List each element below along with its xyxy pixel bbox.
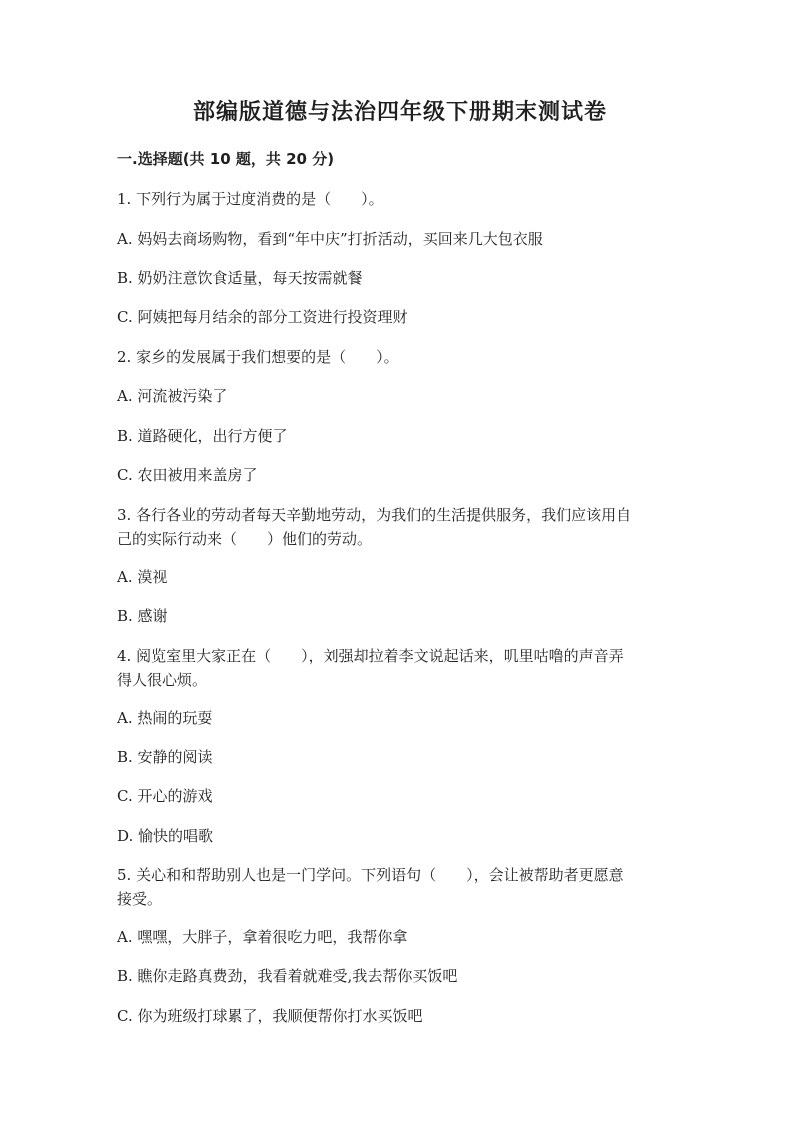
question-1-stem: 1. 下列行为属于过度消费的是（ ）。 [117,190,384,208]
question-1-option-a: A. 妈妈去商场购物，看到“年中庆”打折活动，买回来几大包衣服 [117,230,543,248]
question-4-option-c: C. 开心的游戏 [117,787,213,805]
question-3-option-a: A. 漠视 [117,568,168,586]
question-4-stem-line-1: 4. 阅览室里大家正在（ ），刘强却拉着李文说起话来，叽里咕噜的声音弄 [117,647,624,665]
page-title: 部编版道德与法治四年级下册期末测试卷 [192,100,607,125]
question-2-option-a: A. 河流被污染了 [117,387,228,405]
question-4-stem-line-2: 得人很心烦。 [117,671,208,689]
question-5-option-b: B. 瞧你走路真费劲，我看着就难受,我去帮你买饭吧 [117,967,458,985]
question-1-option-c: C. 阿姨把每月结余的部分工资进行投资理财 [117,308,408,326]
question-5-option-a: A. 嘿嘿，大胖子，拿着很吃力吧，我帮你拿 [117,928,408,946]
question-3-option-b: B. 感谢 [117,607,168,625]
question-2-option-b: B. 道路硬化，出行方便了 [117,427,288,445]
question-4-option-b: B. 安静的阅读 [117,748,213,766]
question-5-option-c: C. 你为班级打球累了，我顺便帮你打水买饭吧 [117,1007,423,1025]
question-1-option-b: B. 奶奶注意饮食适量，每天按需就餐 [117,269,363,287]
question-4-option-d: D. 愉快的唱歌 [117,827,214,845]
question-4-option-a: A. 热闹的玩耍 [117,709,213,727]
section-heading: 一.选择题(共 10 题，共 20 分) [117,150,335,168]
question-5-stem-line-2: 接受。 [117,890,163,908]
question-3-stem-line-1: 3. 各行各业的劳动者每天辛勤地劳动，为我们的生活提供服务，我们应该用自 [117,506,632,524]
question-2-option-c: C. 农田被用来盖房了 [117,466,258,484]
question-2-stem: 2. 家乡的发展属于我们想要的是（ ）。 [117,348,399,366]
question-3-stem-line-2: 己的实际行动来（ ）他们的劳动。 [117,530,373,548]
question-5-stem-line-1: 5. 关心和和帮助别人也是一门学问。下列语句（ ），会让被帮助者更愿意 [117,866,624,884]
